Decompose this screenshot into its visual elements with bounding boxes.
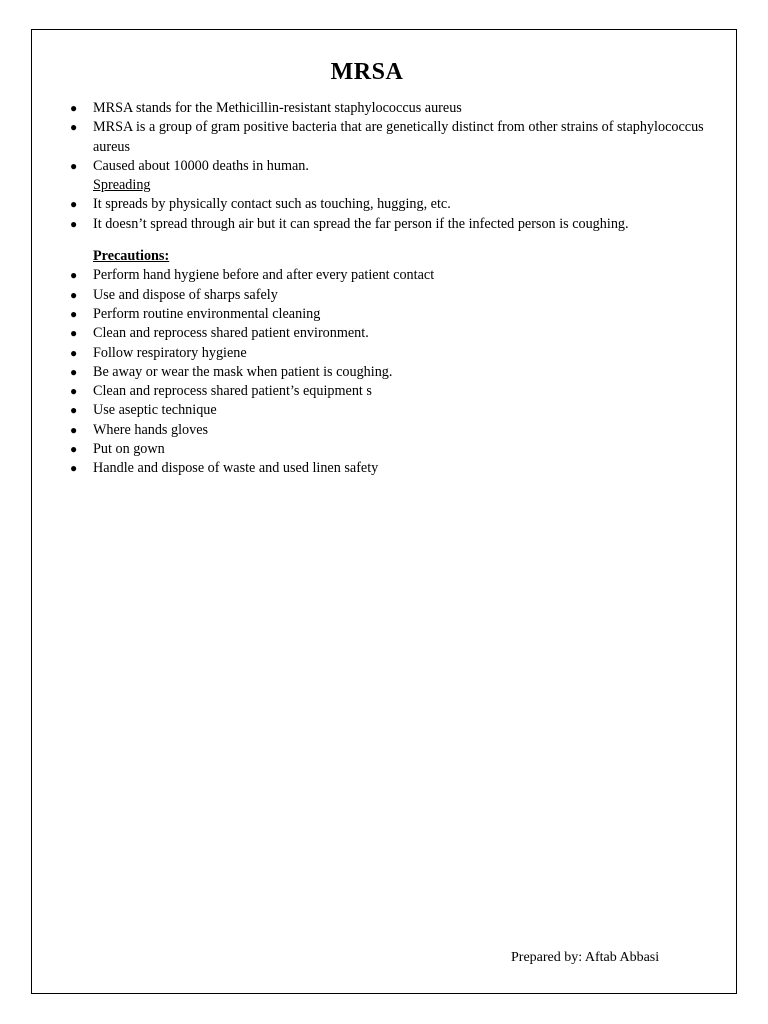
list-item-text: Clean and reprocess shared patient’s equipment s bbox=[93, 383, 372, 400]
document-title: MRSA bbox=[330, 59, 404, 85]
list-item-text: Clean and reprocess shared patient environment. bbox=[93, 325, 369, 342]
bullet-icon: ● bbox=[70, 268, 78, 283]
list-item bbox=[68, 215, 718, 234]
list-item-text: Use and dispose of sharps safely bbox=[93, 286, 278, 303]
bullet-icon: ● bbox=[70, 306, 78, 321]
prepared-by-footer: Prepared by: Aftab Abbasi bbox=[511, 950, 660, 965]
list-item bbox=[68, 305, 718, 324]
bullet-icon: ● bbox=[70, 216, 78, 231]
list-item bbox=[68, 363, 718, 382]
bullet-icon: ● bbox=[70, 364, 78, 379]
spreading-list bbox=[68, 195, 718, 234]
list-item-text: Handle and dispose of waste and used linen safety bbox=[93, 460, 379, 477]
spreading-heading: Spreading bbox=[93, 177, 151, 194]
list-item-text: It doesn’t spread through air but it can spread the far person if the infected person is coughing. bbox=[93, 215, 629, 232]
list-item bbox=[68, 382, 718, 401]
bullet-icon: ● bbox=[70, 403, 78, 418]
precautions-list bbox=[68, 266, 718, 478]
intro-list bbox=[68, 99, 718, 176]
list-item bbox=[68, 421, 718, 440]
bullet-icon: ● bbox=[70, 158, 78, 173]
list-item bbox=[68, 344, 718, 363]
list-item bbox=[68, 459, 718, 478]
list-item bbox=[68, 157, 718, 176]
list-item-text: Caused about 10000 deaths in human. bbox=[93, 157, 309, 174]
bullet-icon: ● bbox=[70, 422, 78, 437]
list-item-text: Be away or wear the mask when patient is coughing. bbox=[93, 363, 393, 380]
list-item bbox=[68, 286, 718, 305]
list-item-text: Follow respiratory hygiene bbox=[93, 344, 247, 361]
list-item bbox=[68, 440, 718, 459]
bullet-icon: ● bbox=[70, 197, 78, 212]
bullet-icon: ● bbox=[70, 287, 78, 302]
bullet-icon: ● bbox=[70, 442, 78, 457]
list-item-text: Perform routine environmental cleaning bbox=[93, 305, 321, 322]
list-item bbox=[68, 118, 718, 157]
bullet-icon: ● bbox=[70, 345, 78, 360]
list-item-text: Use aseptic technique bbox=[93, 402, 217, 419]
precautions-heading: Precautions: bbox=[93, 248, 170, 265]
list-item bbox=[68, 266, 718, 285]
bullet-icon: ● bbox=[70, 101, 78, 115]
list-item-text: It spreads by physically contact such as touching, hugging, etc. bbox=[93, 196, 451, 213]
list-item bbox=[68, 195, 718, 214]
bullet-icon: ● bbox=[70, 120, 78, 135]
document-body bbox=[68, 99, 718, 479]
list-item bbox=[68, 99, 718, 118]
bullet-icon: ● bbox=[70, 461, 78, 476]
bullet-icon: ● bbox=[70, 326, 78, 341]
list-item-text: Perform hand hygiene before and after every patient contact bbox=[93, 267, 435, 284]
list-item bbox=[68, 324, 718, 343]
list-item-text: MRSA is a group of gram positive bacteria that are genetically distinct from other strains of staphylococcus aureus bbox=[93, 119, 704, 155]
list-item-text: Put on gown bbox=[93, 441, 165, 458]
bullet-icon: ● bbox=[70, 384, 78, 399]
list-item-text: Where hands gloves bbox=[93, 421, 209, 438]
list-item bbox=[68, 401, 718, 420]
list-item-text: MRSA stands for the Methicillin-resistant staphylococcus aureus bbox=[93, 100, 462, 116]
